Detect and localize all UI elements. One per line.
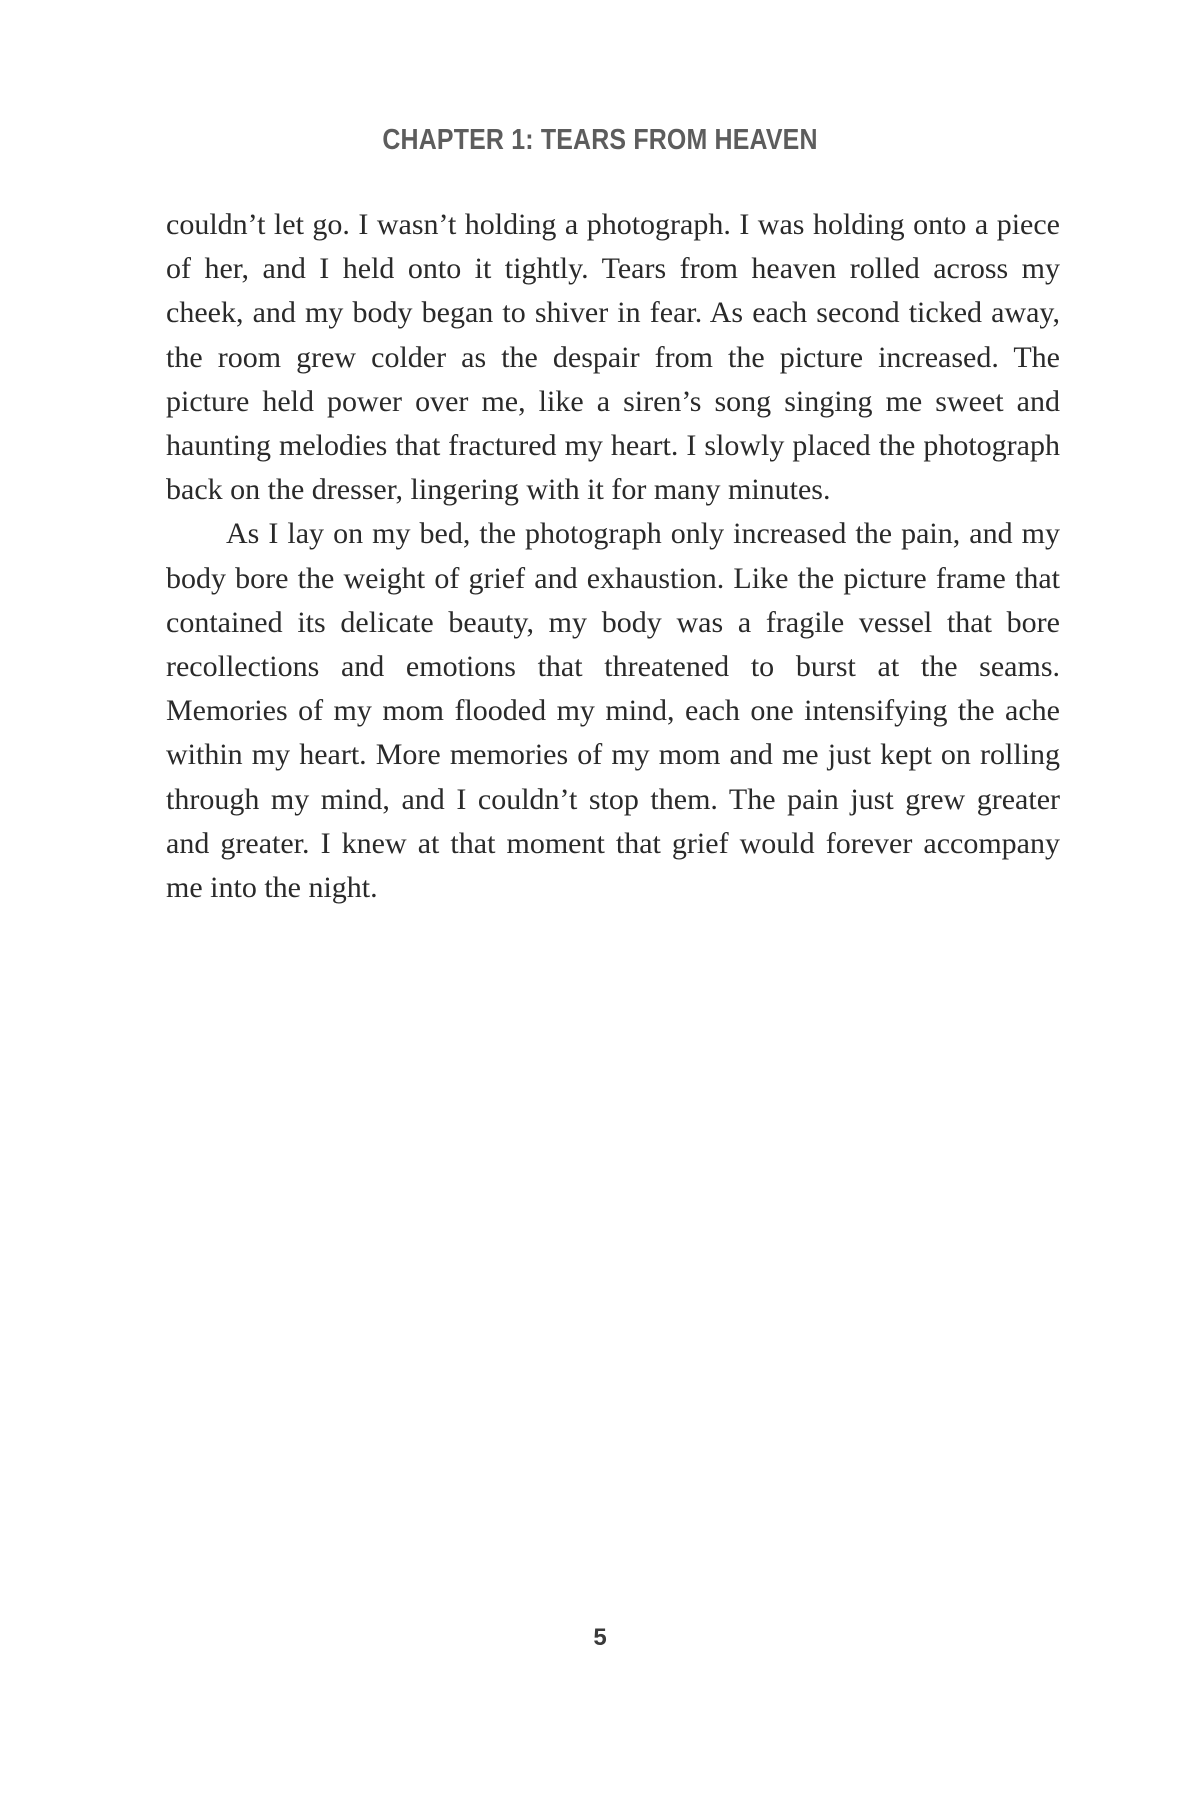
paragraph-continued: couldn’t let go. I wasn’t holding a photograph. I was holding onto a piece of her, and I held onto it tightly. Tears from heaven rolled across my cheek, and my body began to shiver in fear. As each second ticked away, the room grew colder as the despair from the picture increased. The picture held power over me, like a siren’s song singing me sweet and haunting melodies that fractured my heart. I slowly placed the photograph back on the dresser, lingering with it for many minutes. [166, 208, 1060, 507]
paragraph: As I lay on my bed, the photograph only increased the pain, and my body bore the weight of grief and exhaustion. Like the picture frame that contained its delicate beauty, my body was a fragile vessel that bore recollections and emotions that threatened to burst at the seams. Memories of my mom flooded my mind, each one intensifying the ache within my heart. More memories of my mom and me just kept on rolling through my mind, and I couldn’t stop them. The pain just grew greater and greater. I knew at that moment that grief would forever accompany me into the night. [166, 517, 1060, 905]
running-head: CHAPTER 1: TEARS FROM HEAVEN [382, 124, 818, 156]
page-number: 5 [593, 1624, 607, 1651]
body-text [166, 203, 1060, 910]
